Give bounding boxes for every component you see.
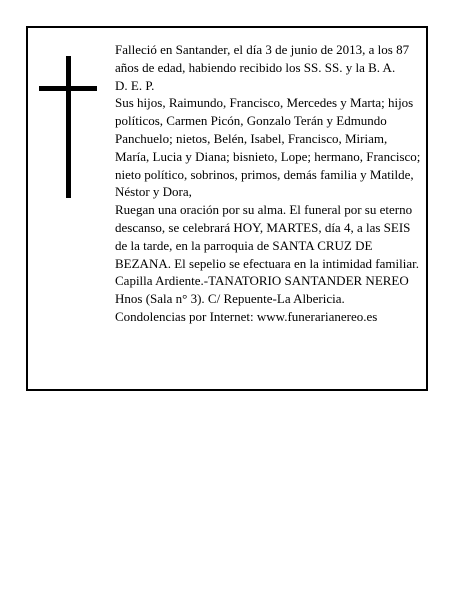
family-list: Sus hijos, Raimundo, Francisco, Mercedes y Marta; hijos políticos, Carmen Picón, Gonzalo Terán y Edmundo Panchuelo; nietos, Belén, Isabel, Francisco, Miriam, María, Lucia y Diana; bisnieto, Lope; hermano, Francisco; nieto político, sobrinos, primos, demás familia y Matilde, Néstor y Dora, [115, 95, 421, 200]
online-condolences: Condolencias por Internet: www.funerarianereo.es [115, 308, 378, 324]
cross-vertical-bar [66, 56, 71, 198]
funeral-details: Ruegan una oración por su alma. El funeral por su eterno descanso, se celebrará HOY, MARTES, día 4, a las SEIS de la tarde, en la parroquia de SANTA CRUZ DE BEZANA. El sepelio se efectuara en la intimidad familiar. Capilla Ardiente.-TANATORIO SANTANDER NEREO Hnos (Sala n° 3). C/ Repuente-La Albericia. [115, 202, 419, 307]
cross-horizontal-bar [39, 86, 97, 91]
death-announcement: Falleció en Santander, el día 3 de junio de 2013, a los 87 años de edad, habiendo recibido los SS. SS. y la B. A. [115, 42, 410, 75]
obituary-notice-frame [26, 26, 428, 391]
cross-icon [39, 56, 97, 198]
obituary-text [115, 41, 421, 326]
rest-in-peace: D. E. P. [115, 77, 155, 93]
